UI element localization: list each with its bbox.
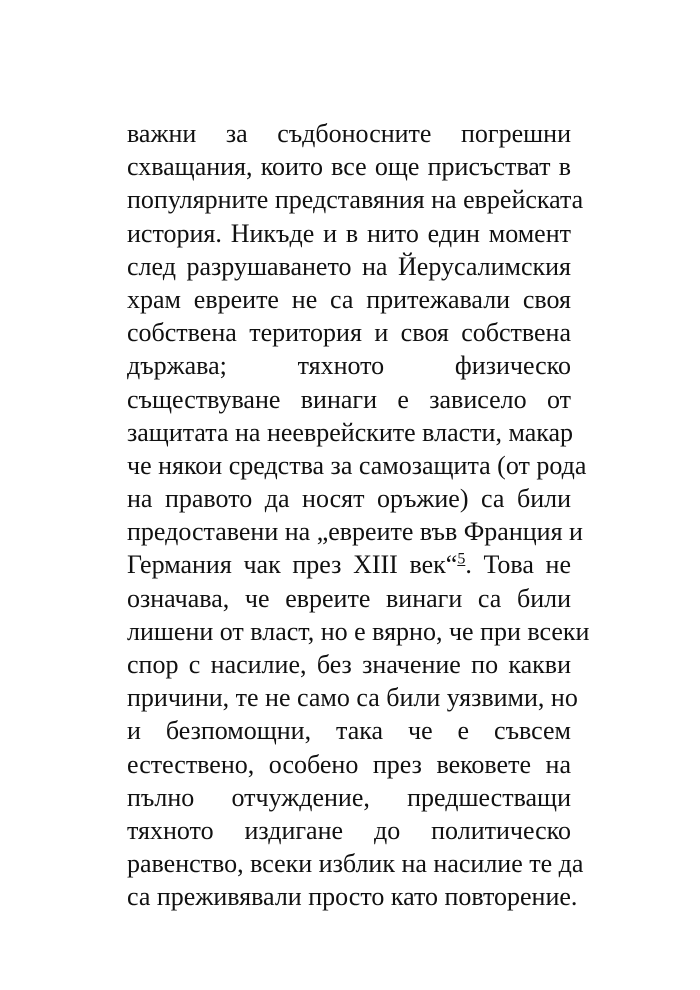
- text-segment: Германия чак през XIII век“: [127, 550, 458, 580]
- text-line: популярните представяния на еврейската: [127, 185, 584, 215]
- text-line: пълно отчуждение, предшестващи: [127, 782, 571, 812]
- text-line: причини, те не само са били уязвими, но: [127, 683, 578, 713]
- text-line: на правото да носят оръжие) са били: [127, 484, 571, 514]
- text-line: схващания, които все още присъстват в: [127, 152, 571, 182]
- text-line: спор с насилие, без значение по какви: [127, 650, 571, 679]
- text-segment: . Това не: [465, 550, 571, 580]
- text-line: храм евреите не са притежавали своя: [127, 284, 571, 314]
- text-line: държава; тяхното физическо: [127, 351, 571, 381]
- footnote-link[interactable]: 5: [457, 550, 466, 568]
- text-line: лишени от власт, но е вярно, че при всеки: [127, 616, 590, 646]
- text-line: защитата на нееврейските власти, макар: [127, 417, 574, 447]
- text-line: равенство, всеки изблик на насилие те да: [127, 849, 584, 879]
- body-paragraph: [127, 117, 590, 914]
- text-line: история. Никъде и в нито един момент: [127, 218, 571, 248]
- text-line: означава, че евреите винаги са били: [127, 583, 571, 613]
- text-line-with-footnote: [127, 548, 571, 581]
- text-line: след разрушаването на Йерусалимския: [127, 251, 571, 281]
- text-line: предоставени на „евреите във Франция и: [127, 517, 583, 547]
- text-line: важни за съдбоносните погрешни: [127, 119, 571, 148]
- text-line: са преживявали просто като повторение.: [127, 882, 578, 912]
- text-line: естествено, особено през вековете на: [127, 749, 571, 779]
- text-line: че някои средства за самозащита (от рода: [127, 450, 587, 480]
- text-line: собствена територия и своя собствена: [127, 318, 571, 348]
- text-line: тяхното издигане до политическо: [127, 815, 571, 845]
- text-line: и безпомощни, така че е съвсем: [127, 716, 571, 746]
- text-line: съществуване винаги е зависело от: [127, 384, 571, 414]
